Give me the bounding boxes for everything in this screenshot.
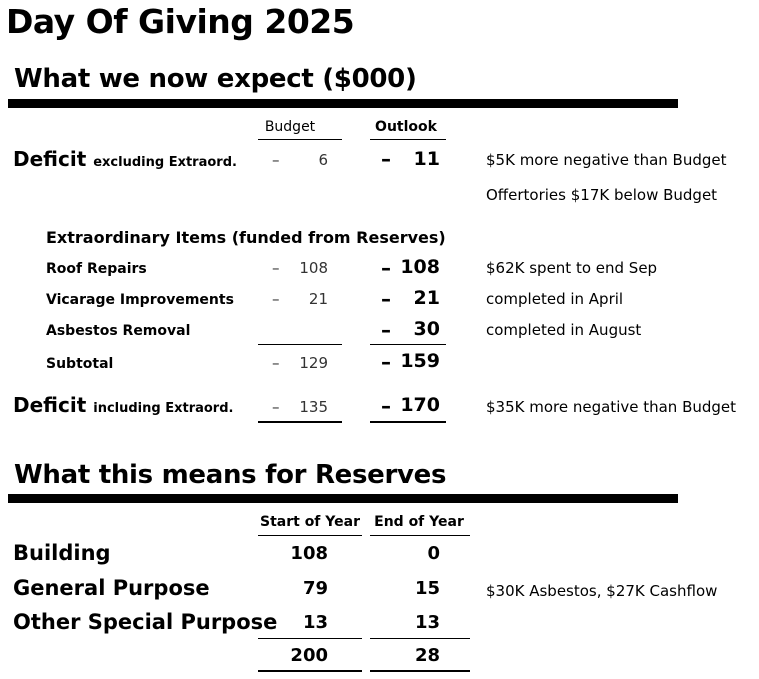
section-heading-reserves: What this means for Reserves bbox=[14, 460, 447, 490]
budget-sign: – bbox=[272, 151, 280, 169]
total-double-rule bbox=[258, 670, 362, 672]
header-underline bbox=[258, 535, 362, 536]
outlook-sign: – bbox=[381, 147, 391, 171]
item-label: Vicarage Improvements bbox=[46, 292, 234, 308]
budget-value: 108 bbox=[299, 259, 328, 277]
page-title: Day Of Giving 2025 bbox=[6, 2, 355, 41]
subtotal-rule bbox=[370, 344, 446, 345]
header-underline bbox=[370, 535, 470, 536]
deficit-excl-label bbox=[13, 147, 237, 171]
column-header-outlook: Outlook bbox=[375, 119, 437, 135]
deficit-word: Deficit bbox=[13, 393, 87, 417]
reserve-label: Building bbox=[13, 541, 111, 565]
reserve-label: General Purpose bbox=[13, 576, 210, 600]
start-value: 13 bbox=[302, 612, 328, 633]
start-value: 108 bbox=[290, 543, 328, 564]
deficit-suffix: excluding Extraord. bbox=[93, 155, 237, 170]
section-heading-expect: What we now expect ($000) bbox=[14, 64, 417, 94]
total-double-rule bbox=[370, 670, 470, 672]
note: completed in August bbox=[486, 321, 642, 339]
deficit-incl-label bbox=[13, 393, 233, 417]
header-underline bbox=[370, 139, 446, 140]
section-divider bbox=[8, 494, 678, 503]
budget-value: 129 bbox=[299, 354, 328, 372]
budget-value: 21 bbox=[308, 290, 328, 308]
item-label: Roof Repairs bbox=[46, 261, 147, 277]
budget-sign: – bbox=[272, 259, 280, 277]
section-divider bbox=[8, 99, 678, 108]
total-start: 200 bbox=[290, 645, 328, 666]
outlook-value: 21 bbox=[413, 287, 440, 309]
outlook-value: 108 bbox=[400, 256, 440, 278]
column-header-start: Start of Year bbox=[260, 514, 360, 530]
total-rule bbox=[370, 638, 470, 639]
subtotal-label: Subtotal bbox=[46, 356, 114, 372]
note: $35K more negative than Budget bbox=[486, 398, 737, 416]
outlook-sign: – bbox=[381, 394, 391, 418]
budget-value: 135 bbox=[299, 398, 328, 416]
column-header-end: End of Year bbox=[374, 514, 464, 530]
subtotal-rule bbox=[258, 344, 342, 345]
budget-value: 6 bbox=[318, 151, 328, 169]
total-double-rule bbox=[258, 421, 342, 423]
column-header-budget: Budget bbox=[264, 119, 316, 135]
note: $5K more negative than Budget bbox=[486, 151, 727, 169]
reserve-label: Other Special Purpose bbox=[13, 610, 278, 634]
start-value: 79 bbox=[302, 578, 328, 599]
note: $30K Asbestos, $27K Cashflow bbox=[486, 582, 718, 600]
outlook-sign: – bbox=[381, 318, 391, 342]
deficit-suffix: including Extraord. bbox=[93, 401, 234, 416]
total-double-rule bbox=[370, 421, 446, 423]
header-underline bbox=[258, 139, 342, 140]
end-value: 13 bbox=[414, 612, 440, 633]
budget-sign: – bbox=[272, 398, 280, 416]
total-rule bbox=[258, 638, 362, 639]
outlook-sign: – bbox=[381, 256, 391, 280]
outlook-value: 159 bbox=[400, 350, 440, 372]
outlook-sign: – bbox=[381, 350, 391, 374]
budget-sign: – bbox=[272, 290, 280, 308]
end-value: 15 bbox=[414, 578, 440, 599]
outlook-value: 30 bbox=[413, 318, 440, 340]
total-end: 28 bbox=[414, 645, 440, 666]
budget-sign: – bbox=[272, 354, 280, 372]
item-label: Asbestos Removal bbox=[46, 323, 191, 339]
deficit-word: Deficit bbox=[13, 147, 87, 171]
note: completed in April bbox=[486, 290, 624, 308]
outlook-value: 170 bbox=[400, 394, 440, 416]
note: $62K spent to end Sep bbox=[486, 259, 658, 277]
outlook-value: 11 bbox=[413, 148, 440, 170]
extraordinary-heading: Extraordinary Items (funded from Reserves) bbox=[46, 228, 446, 247]
outlook-sign: – bbox=[381, 287, 391, 311]
note: Offertories $17K below Budget bbox=[486, 186, 718, 204]
end-value: 0 bbox=[427, 543, 440, 564]
